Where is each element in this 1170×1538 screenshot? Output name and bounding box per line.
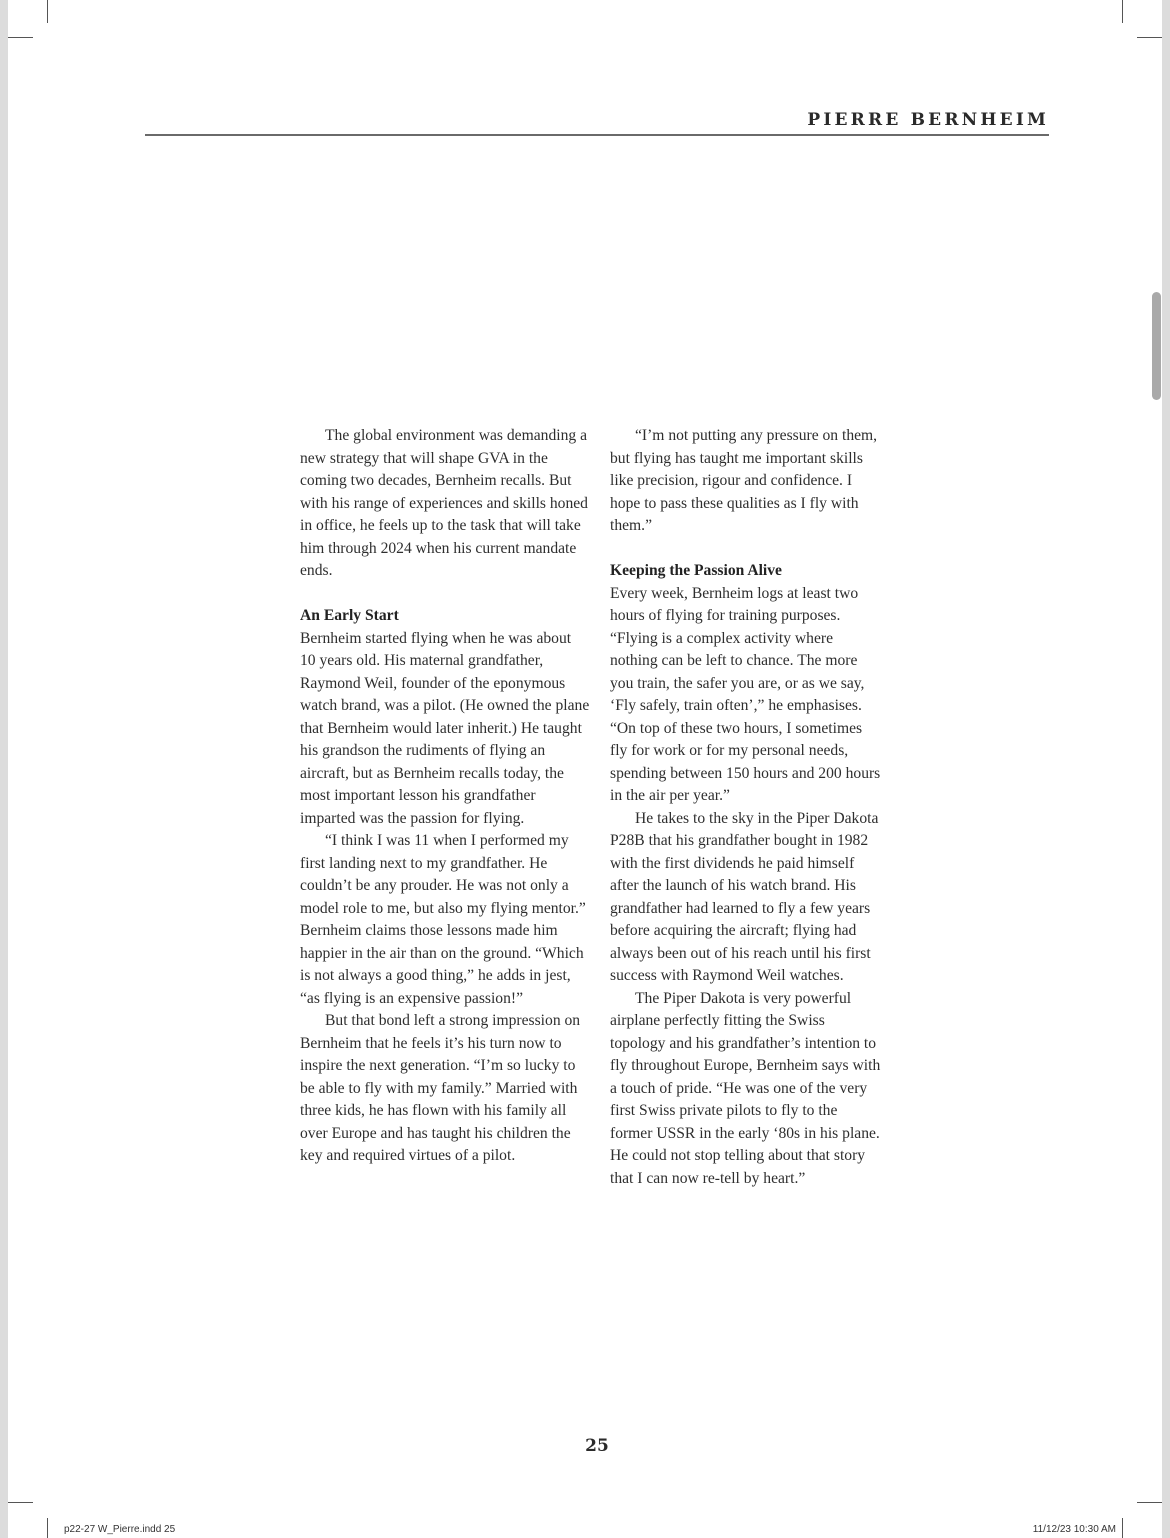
crop-mark-top-left-horizontal [8, 37, 33, 38]
crop-mark-top-right-vertical [1122, 0, 1123, 23]
body-paragraph: Bernheim started flying when he was about 10 years old. His maternal grandfather, Raymond Weil, founder of the eponymous watch brand, was a pilot. (He owned the plane that Bernheim would later inherit.) He taught his grandson the rudiments of flying an aircraft, but as Bernheim recalls today, the most important lesson his grandfather imparted was the passion for flying. [300, 629, 590, 827]
body-paragraph: Every week, Bernheim logs at least two hours of flying for training purposes. “Flying is a complex activity where nothing can be left to chance. The more you train, the safer you are, or as we say, ‘Fly safely, train often’,” he emphasises. “On top of these two hours, I sometimes fly for work or for my personal needs, spending between 150 hours and 200 hours in the air per year.” [610, 584, 881, 804]
viewer-scrollbar-track[interactable] [1162, 0, 1170, 1538]
body-paragraph: “I think I was 11 when I performed my first landing next to my grandfather. He couldn’t be any prouder. He was not only a model role to me, but also my flying mentor.” Bernheim claims those lessons made him happier in the air than on the ground. “Which is not always a good thing,” he adds in jest, “as flying is an expensive passion!” [300, 832, 586, 1007]
body-paragraph: The Piper Dakota is very powerful airplane perfectly fitting the Swiss topology and his grandfather’s intention to fly throughout Europe, Bernheim says with a touch of pride. “He was one of the very first Swiss private pilots to fly to the former USSR in the early ‘80s in his plane. He could not stop telling about that story that I can now re-tell by heart.” [610, 989, 881, 1187]
header-rule [145, 134, 1049, 136]
slug-file-name: p22-27 W_Pierre.indd 25 [64, 1524, 176, 1535]
article-column-left [300, 425, 590, 1168]
scrollbar-thumb[interactable] [1152, 292, 1161, 400]
page-number: 25 [585, 1436, 609, 1456]
running-head: PIERRE BERNHEIM [807, 110, 1049, 130]
viewer-left-edge [0, 0, 8, 1538]
crop-mark-bottom-right-horizontal [1137, 1502, 1162, 1503]
intro-paragraph: The global environment was demanding a new strategy that will shape GVA in the coming two decades, Bernheim recalls. But with his range of experiences and skills honed in office, he feels up to the task that will take him through 2024 when his current mandate ends. [300, 427, 588, 579]
slug-date-time: 11/12/23 10:30 AM [1032, 1524, 1116, 1535]
section-heading: An Early Start [300, 607, 399, 624]
crop-mark-bottom-left-vertical [47, 1518, 48, 1538]
section-heading: Keeping the Passion Alive [610, 562, 782, 579]
intro-paragraph: “I’m not putting any pressure on them, but flying has taught me important skills like precision, rigour and confidence. I hope to pass these qualities as I fly with them.” [610, 427, 878, 534]
body-paragraph: He takes to the sky in the Piper Dakota P28B that his grandfather bought in 1982 with the first dividends he paid himself after the launch of his watch brand. His grandfather had learned to fly a few years before acquiring the aircraft; flying had always been out of his reach until his first success with Raymond Weil watches. [610, 809, 879, 984]
body-paragraph: But that bond left a strong impression on Bernheim that he feels it’s his turn now to inspire the next generation. “I’m so lucky to be able to fly with my family.” Married with three kids, he has flown with his family all over Europe and has taught his children the key and required virtues of a pilot. [300, 1012, 581, 1164]
crop-mark-top-left-vertical [47, 0, 48, 23]
crop-mark-bottom-right-vertical [1122, 1518, 1123, 1538]
crop-mark-top-right-horizontal [1137, 37, 1162, 38]
crop-mark-bottom-left-horizontal [8, 1502, 33, 1503]
article-column-right [610, 425, 882, 1190]
